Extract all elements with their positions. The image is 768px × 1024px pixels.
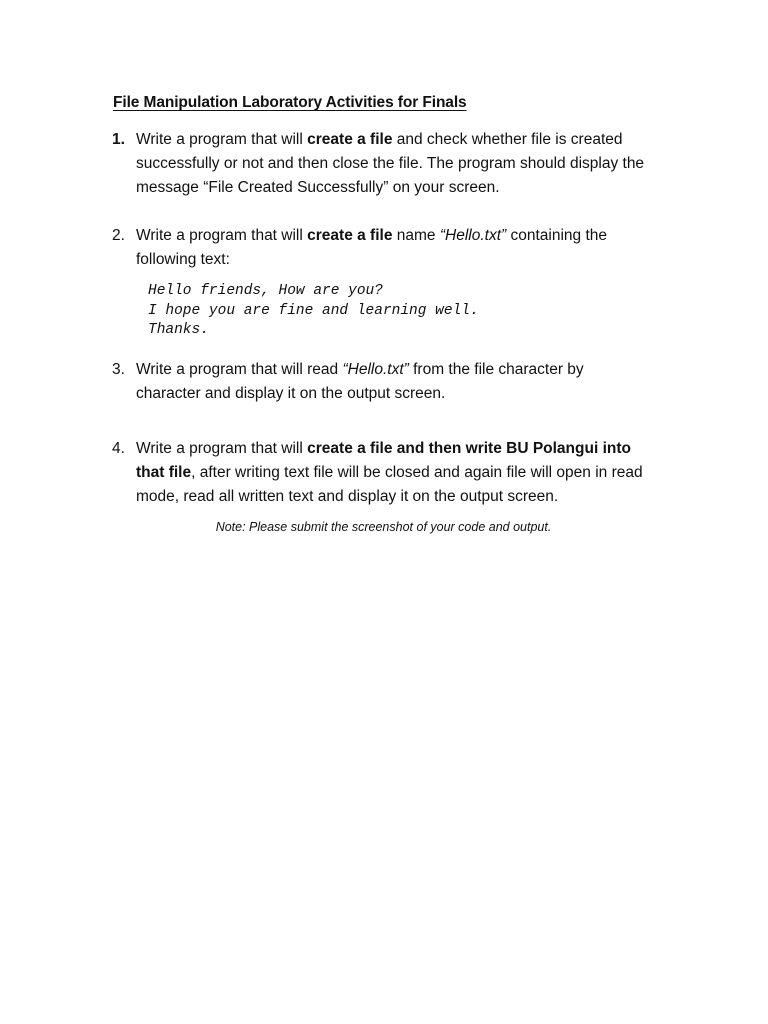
list-item bbox=[112, 224, 682, 272]
text-run: from the file character by bbox=[408, 361, 584, 378]
item-number: 1. bbox=[112, 131, 125, 148]
item-number: 3. bbox=[112, 361, 125, 378]
text-line: successfully or not and then close the file. The program should display the bbox=[136, 155, 645, 172]
bold-text: create a file and then write BU Polangui into bbox=[307, 440, 631, 457]
text-line bbox=[136, 224, 682, 248]
list-item bbox=[112, 358, 682, 406]
item-text bbox=[136, 437, 682, 509]
text-run: Write a program that will bbox=[136, 227, 308, 244]
list-item bbox=[112, 437, 682, 509]
text-run: containing the bbox=[506, 227, 607, 244]
code-block bbox=[148, 282, 479, 341]
code-line: I hope you are fine and learning well. bbox=[148, 302, 479, 319]
item-number: 4. bbox=[112, 440, 125, 457]
code-line: Hello friends, How are you? bbox=[148, 283, 383, 299]
bold-text: create a file bbox=[307, 131, 393, 148]
item-text bbox=[136, 358, 682, 406]
text-run: and check whether file is created bbox=[392, 131, 623, 148]
italic-text: “Hello.txt” bbox=[342, 361, 409, 378]
list-item bbox=[112, 128, 682, 200]
text-line: mode, read all written text and display it on the output screen. bbox=[136, 488, 559, 505]
document-title: File Manipulation Laboratory Activities for Finals bbox=[113, 94, 467, 111]
text-line bbox=[136, 437, 682, 461]
bold-text: create a file bbox=[307, 227, 393, 244]
bold-text: that file bbox=[136, 464, 192, 481]
item-text bbox=[136, 128, 682, 200]
text-line bbox=[136, 358, 682, 382]
text-line: character and display it on the output screen. bbox=[136, 385, 446, 402]
text-run: name bbox=[392, 227, 440, 244]
italic-text: “Hello.txt” bbox=[439, 227, 507, 244]
code-line: Thanks. bbox=[148, 322, 209, 338]
text-line: message “File Created Successfully” on your screen. bbox=[136, 179, 500, 196]
text-run: Write a program that will read bbox=[136, 361, 343, 378]
text-run: Write a program that will bbox=[136, 440, 308, 457]
text-run: Write a program that will bbox=[136, 131, 308, 148]
item-number: 2. bbox=[112, 227, 125, 244]
text-line bbox=[136, 461, 682, 485]
item-text bbox=[136, 224, 682, 272]
text-line bbox=[136, 128, 682, 152]
text-line: following text: bbox=[136, 251, 230, 268]
note-text: Note: Please submit the screenshot of your code and output. bbox=[215, 520, 552, 534]
text-run: , after writing text file will be closed and again file will open in read bbox=[191, 464, 643, 481]
